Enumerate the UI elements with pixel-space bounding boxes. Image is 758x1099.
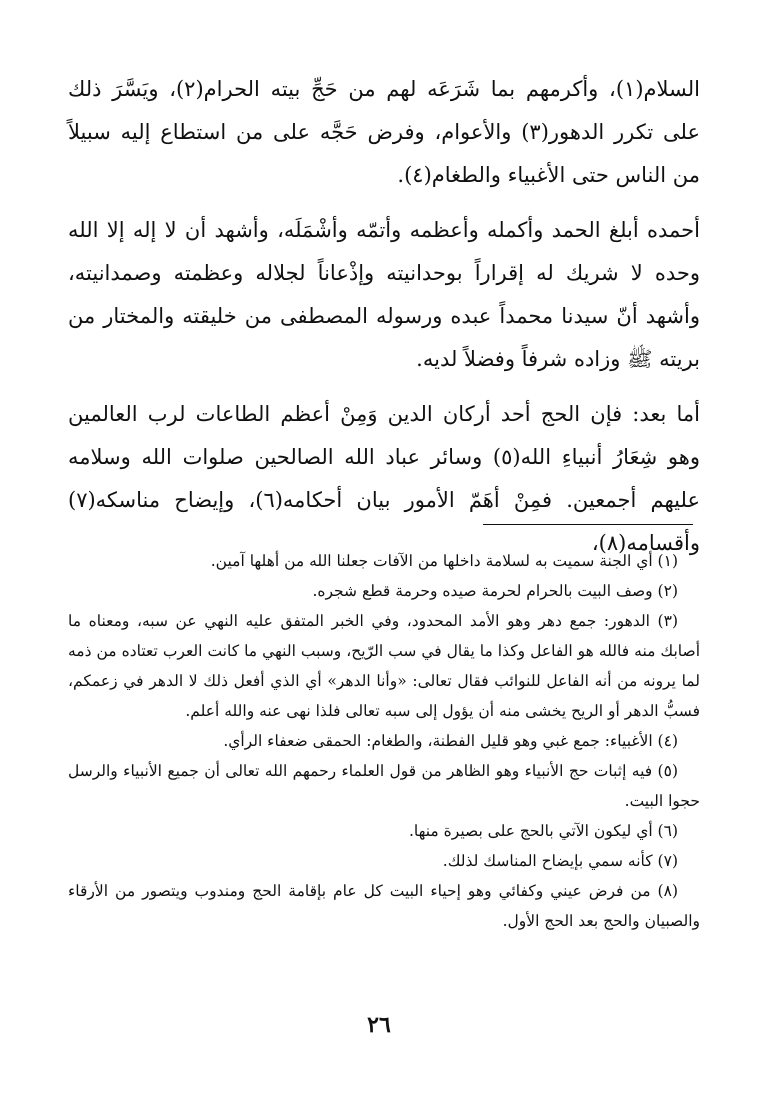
footnote-5: (٥) فيه إثبات حج الأنبياء وهو الظاهر من قول العلماء رحمهم الله تعالى أن جميع الأنبياء والرسل حجوا البيت. [68, 762, 700, 810]
footnote-2: (٢) وصف البيت بالحرام لحرمة صيده وحرمة قطع شجره. [312, 582, 678, 600]
footnote-4: (٤) الأغبياء: جمع غبي وهو قليل الفطنة، والطغام: الحمقى ضعفاء الرأي. [223, 732, 678, 750]
body-paragraph-3: أما بعد: فإن الحج أحد أركان الدين وَمِنْ أعظم الطاعات لرب العالمين وهو شِعَارُ أنبياءِ الله(٥) وسائر عباد الله الصالحين صلوات الله وسلامه عليهم أجمعين. فمِنْ أهَمّ الأمور بيان أحكامه(٦)، وإيضاح مناسكه(٧) وأقسامه(٨)، [68, 402, 700, 555]
footnote-3: (٣) الدهور: جمع دهر وهو الأمد المحدود، وفي الخبر المتفق عليه النهي عن سبه، ومعناه ما أصابك منه فالله هو الفاعل وكذا ما يقال في سب الرّيح، وسبب النهي ما كانت العرب تعتاده من ذمه لما يرونه من أنه الفاعل للنوائب فقال تعالى: «وأنا الدهر» أي الذي أفعل ذلك لا الدهر في زعمكم، فسبُّ الدهر أو الريح يخشى منه أن يؤول إلى سبه تعالى فلذا نهى عنه والله أعلم. [68, 612, 700, 720]
footnotes [68, 546, 700, 936]
footnote-8: (٨) من فرض عيني وكفائي وهو إحياء البيت كل عام بإقامة الحج ومندوب ويتصور من الأرقاء والصبيان والحج بعد الحج الأول. [68, 882, 700, 930]
main-text [68, 68, 700, 577]
body-paragraph-2: أحمده أبلغ الحمد وأكمله وأعظمه وأتمّه وأشْمَلَه، وأشهد أن لا إله إلا الله وحده لا شريك له إقراراً بوحدانيته وإذْعاناً لجلاله وعظمته وصمدانيته، وأشهد أنّ سيدنا محمداً عبده ورسوله المصطفى من خليقته والمختار من بريته ﷺ وزاده شرفاً وفضلاً لديه. [68, 218, 700, 371]
footnote-1: (١) أي الجنة سميت به لسلامة داخلها من الآفات جعلنا الله من أهلها آمين. [210, 552, 678, 570]
footnote-6: (٦) أي ليكون الآتي بالحج على بصيرة منها. [408, 822, 678, 840]
footnote-separator [483, 524, 693, 525]
footnote-7: (٧) كأنه سمي بإيضاح المناسك لذلك. [442, 852, 678, 870]
body-paragraph-1: السلام(١)، وأكرمهم بما شَرَعَه لهم من حَجِّ بيته الحرام(٢)، ويَسَّرَ ذلك على تكرر الدهور(٣) والأعوام، وفرض حَجَّه على من استطاع إليه سبيلاً من الناس حتى الأغبياء والطغام(٤). [68, 77, 701, 187]
page-number: ٢٦ [367, 1012, 391, 1038]
